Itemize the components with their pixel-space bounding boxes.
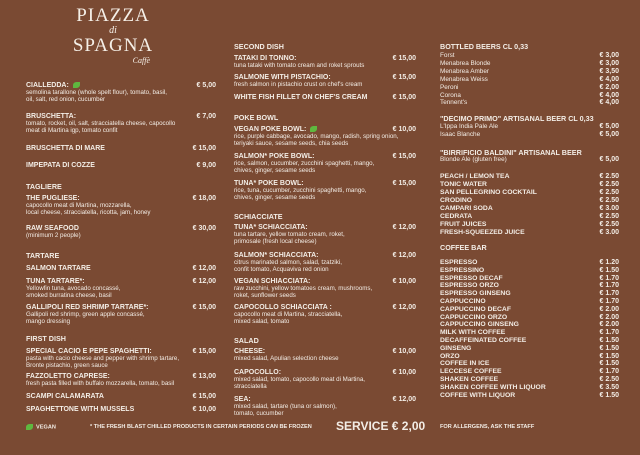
price-line [440,205,619,212]
price-line-price: € 2.50 [599,181,619,188]
price-line-name: MILK WITH COFFEE [440,329,506,337]
menu-item-name: CIALLEDDA: [26,82,216,89]
menu-item-description: chives, ginger, sesame seeds [234,167,316,174]
menu-item [234,369,416,390]
price-line [440,392,619,399]
section-title: "DECIMO PRIMO" ARTISANAL BEER CL 0,33 [440,114,594,123]
price-line [440,298,619,305]
menu-item [234,224,416,245]
logo-line-1: PIAZZA [76,5,150,26]
menu-item-price: € 12,00 [192,265,216,272]
price-line-price: € 2.50 [599,173,619,180]
price-line-price: € 1.50 [599,266,619,274]
menu-item [234,304,416,325]
menu-item-price: € 15,00 [192,348,216,355]
menu-item [234,396,416,417]
menu-item-name: CAPOCOLLO SCHIACCIATA : [234,304,332,311]
menu-item [234,153,416,174]
menu-item [26,225,216,239]
section-title: FIRST DISH [26,334,66,343]
menu-item [26,195,216,216]
section-title: SALAD [234,336,259,345]
menu-item-description: mixed salad, tomato [234,318,290,325]
price-line [440,197,619,204]
menu-item-price: € 12,00 [392,224,416,231]
price-line [440,314,619,321]
price-line-price: € 1.70 [599,298,619,305]
price-line [440,229,619,236]
price-line-price: € 1.50 [599,360,619,368]
menu-item-name: FAZZOLETTO CAPRESE: [26,373,110,380]
price-line-name: Menabrea Weiss [440,75,488,83]
price-line-price: € 1.50 [599,337,619,344]
menu-item-price: € 10,00 [192,406,216,413]
menu-item [26,265,216,272]
price-line-price: € 1.70 [599,329,619,337]
price-line-name: TONIC WATER [440,181,487,188]
menu-item-description: tuna tataki with tomato cream and roket sprouts [234,62,365,69]
menu-item-description: fresh salmon in pistachio crust on chef's cream [234,81,363,88]
price-line [440,123,619,130]
menu-item-price: € 9,00 [196,162,216,169]
menu-item-description: Gallipoli red shrimp, green apple concassé, [26,311,145,318]
menu-item-description: fresh pasta filled with buffalo mozzarella, tomato, basil [26,380,175,387]
menu-item-description: local cheese, stracciatella, ricotta, jam, honey [26,209,151,216]
price-line [440,329,619,336]
price-line-price: € 4,00 [599,75,619,83]
menu-item-description: teriyaki sauce, sesame seeds, chia seeds [234,140,349,147]
price-line-name: ORZO [440,352,460,360]
price-line-price: € 2.00 [599,313,619,321]
price-line [440,173,619,180]
price-line-name: ESPRESSO DECAF [440,274,503,282]
price-line-price: € 2.50 [599,189,619,196]
price-line [440,181,619,188]
price-line-price: € 2,00 [599,83,619,91]
footer-allergens: FOR ALLERGENS, ASK THE STAFF [440,424,535,430]
menu-item [234,278,416,299]
menu-item-name: RAW SEAFOOD [26,225,79,232]
menu-item [26,373,216,387]
menu-item [26,406,216,413]
price-line-name: ESPRESSO ORZO [440,282,499,290]
price-line [440,189,619,196]
price-line-name: Forst [440,52,455,59]
menu-item-name: THE PUGLIESE: [26,195,80,202]
price-line-name: PEACH / LEMON TEA [440,173,510,180]
price-line-name: Menabrea Blonde [440,59,491,67]
price-line-name: CEDRATA [440,213,473,220]
menu-item [234,94,416,101]
menu-item [26,278,216,299]
menu-item-price: € 12,00 [392,396,416,403]
price-line-name: L'Ippa India Pale Ale [440,123,499,130]
logo-line-2: di [109,25,117,36]
section-title: SECOND DISH [234,42,284,51]
price-line-name: COFFEE IN ICE [440,360,490,368]
menu-item-name: SALMON TARTARE [26,265,91,272]
price-line-name: SHAKEN COFFEE [440,376,499,383]
section-title: COFFEE BAR [440,243,487,252]
menu-item-name: SALMON* POKE BOWL: [234,153,315,160]
price-line [440,52,619,59]
menu-item-description: mixed salad, Apulian selection cheese [234,355,339,362]
price-line [440,213,619,220]
price-line-name: ESPRESSINO [440,266,485,274]
menu-item-name: IMPEPATA DI COZZE [26,162,95,169]
price-line-name: GINSENG [440,344,472,352]
price-line-price: € 1.70 [599,368,619,376]
price-line-name: FRUIT JUICES [440,221,487,228]
section-title: SCHIACCIATE [234,212,283,221]
price-line-name: FRESH-SQUEEZED JUICE [440,229,525,236]
menu-item-name: TUNA* POKE BOWL: [234,180,304,187]
price-line-name: ESPRESSO GINSENG [440,290,511,298]
menu-item-price: € 13,00 [192,373,216,380]
menu-item-description: roket, sunflower seeds [234,292,296,299]
price-line [440,84,619,91]
menu-item [26,145,216,152]
menu-item-name: SPAGHETTONE WITH MUSSELS [26,406,135,413]
menu-item-price: € 12,00 [392,304,416,311]
menu-item-description: smoked burratina cheese, basil [26,292,112,299]
price-line-name: Peroni [440,83,459,91]
menu-item-price: € 15,00 [392,55,416,62]
price-line-name: SHAKEN COFFEE WITH LIQUOR [440,383,546,391]
menu-item-name: CHEESE: [234,348,266,355]
menu-item-name: TUNA TARTARE*: [26,278,85,285]
price-line [440,345,619,352]
price-line [440,259,619,266]
price-line [440,306,619,313]
menu-item-description: capocollo meat di Martina, stracciatella, [234,311,343,318]
menu-item-description: tuna tartare, yellow tomato cream, roket, [234,231,345,238]
menu-item [234,74,416,88]
section-title: TAGLIERE [26,182,62,191]
logo-line-4: Caffè [132,56,150,65]
menu-item-description: capocollo meat di Martina, mozzarella, [26,202,132,209]
menu-item [234,55,416,69]
menu-item-price: € 15,00 [392,94,416,101]
menu-item-price: € 30,00 [192,225,216,232]
menu-item-name: SCAMPI CALAMARATA [26,393,104,400]
menu-item-description: stracciatella [234,383,267,390]
menu-item-description: primosale (fresh local cheese) [234,238,317,245]
price-line-price: € 1.70 [599,274,619,282]
menu-item-description: oil, salt, red onion, cucumber [26,96,106,103]
price-line [440,76,619,83]
price-line [440,60,619,67]
section-title: POKE BOWL [234,113,279,122]
menu-item-name: TATAKI DI TONNO: [234,55,297,62]
menu-item-description: meat di Martina igp, tomato confit [26,127,118,134]
menu-item-name: TUNA* SCHIACCIATA: [234,224,308,231]
menu-item-price: € 10,00 [392,348,416,355]
menu-item-description: semolina tarallone (whole spelt flour), tomato, basil, [26,89,168,96]
menu-item [234,126,416,147]
menu-item-name: GALLIPOLI RED SHRIMP TARTARE*: [26,304,149,311]
price-line [440,376,619,383]
menu-item-description: (minimum 2 people) [26,232,81,239]
logo [48,6,178,72]
menu-item-name: BRUSCHETTA DI MARE [26,145,105,152]
menu-item-description: tomato, cucumber [234,410,284,417]
menu-item-description: tomato, rocket, oil, salt, stracciatella cheese, capocollo [26,120,176,127]
price-line-price: € 4,00 [599,99,619,107]
price-line-name: CAPPUCCINO DECAF [440,305,511,313]
price-line-price: € 2.50 [599,213,619,220]
price-line-price: € 1.70 [599,290,619,298]
menu-item-name: VEGAN POKE BOWL: [234,126,416,133]
menu-item-price: € 15,00 [392,74,416,81]
price-line [440,384,619,391]
menu-item-price: € 5,00 [196,82,216,89]
price-line-price: € 3,50 [599,67,619,75]
menu-item-name: SPECIAL CACIO E PEPE SPAGHETTI: [26,348,152,355]
price-line [440,282,619,289]
menu-item-price: € 10,00 [392,278,416,285]
menu-item-description: citrus marinated salmon, salad, tzatziki, [234,259,342,266]
price-line [440,221,619,228]
price-line-price: € 1.20 [599,259,619,266]
price-line-price: € 5,00 [599,131,619,138]
menu-item-price: € 15,00 [192,145,216,152]
section-title: TARTARE [26,251,60,260]
price-line-name: Tennent's [440,99,468,107]
vegan-leaf-icon [26,424,33,430]
menu-item-description: pasta with cacio cheese and pepper with shrimp tartare, [26,355,180,362]
logo-line-3: SPAGNA [72,35,154,56]
price-line-price: € 3,00 [599,52,619,59]
menu-item-description: rice, tuna, cucumber, zucchini spaghetti, mango, [234,187,367,194]
menu-item-price: € 15,00 [392,153,416,160]
menu-item-price: € 10,00 [392,126,416,133]
price-line [440,337,619,344]
price-line-name: SAN PELLEGRINO COCKTAIL [440,189,537,196]
price-line-name: CAPPUCCINO ORZO [440,313,508,321]
menu-item-name: CAPOCOLLO: [234,369,282,376]
menu-item-name: SALMON* SCHIACCIATA: [234,252,319,259]
price-line [440,99,619,106]
menu-item-price: € 12,00 [192,278,216,285]
menu-item-price: € 12,00 [392,252,416,259]
menu-item [26,82,216,103]
price-line-name: Isaac Blanche [440,131,481,138]
price-line-price: € 2.50 [599,197,619,204]
menu-item-description: raw zucchini, yellow tomatoes cream, mushrooms, [234,285,373,292]
menu-item-description: rice, purple cabbage, avocado, mango, radish, spring onion, [234,133,399,140]
price-line-name: CRODINO [440,197,473,204]
vegan-leaf-icon [310,126,317,132]
price-line-price: € 2.00 [599,305,619,313]
vegan-leaf-icon [73,82,80,88]
price-line-name: LECCESE COFFEE [440,368,502,376]
price-line-price: € 2.00 [599,321,619,329]
menu-item-name: SALMONE WITH PISTACHIO: [234,74,331,81]
price-line-name: ESPRESSO [440,259,478,266]
price-line-price: € 1.70 [599,282,619,290]
footer-vegan [26,424,56,430]
menu-item-price: € 7,00 [196,113,216,120]
menu-item [234,180,416,201]
menu-item-name: WHITE FISH FILLET ON CHEF'S CREAM [234,94,368,101]
menu-item-description: mango dressing [26,318,71,325]
price-line-name: CAPPUCCINO GINSENG [440,321,519,329]
menu-item-description: mixed salad, tomato, capocollo meat di Martina, [234,376,366,383]
price-line-name: CAMPARI SODA [440,205,493,212]
menu-item [26,348,216,369]
menu-item-description: Yellowfin tuna, avocado concassé, [26,285,121,292]
menu-item-description: mixed salad, tartare (tuna or salmon), [234,403,337,410]
menu-item-price: € 15,00 [392,180,416,187]
menu-item-price: € 15,00 [192,304,216,311]
menu-item [234,348,416,362]
price-line-price: € 5,00 [599,123,619,130]
menu-item-name: BRUSCHETTA: [26,113,77,120]
price-line-price: € 5,00 [599,156,619,163]
price-line-price: € 4,00 [599,91,619,99]
price-line [440,68,619,75]
price-line [440,92,619,99]
price-line-name: DECAFFEINATED COFFEE [440,337,527,344]
price-line-price: € 1.50 [599,344,619,352]
menu-item-description: rice, salmon, cucumber, zucchini spaghetti, mango, [234,160,375,167]
price-line-price: € 3.50 [599,383,619,391]
price-line [440,275,619,282]
price-line-price: € 3,00 [599,59,619,67]
price-line-name: Menabrea Amber [440,67,490,75]
menu-item [234,252,416,273]
menu-item-price: € 10,00 [392,369,416,376]
menu-item-name: VEGAN SCHIACCIATA: [234,278,311,285]
menu-item [26,162,216,169]
price-line-price: € 3.00 [599,205,619,212]
price-line [440,368,619,375]
price-line-price: € 2.50 [599,221,619,228]
price-line [440,321,619,328]
section-title: "BIRRIFICIO BALDINI" ARTISANAL BEER [440,148,582,157]
price-line [440,131,619,138]
price-line-price: € 3.00 [599,229,619,236]
footer-note: * THE FRESH BLAST CHILLED PRODUCTS IN CERTAIN PERIODS CAN BE FROZEN [90,424,312,430]
price-line [440,360,619,367]
menu-item-name: SEA: [234,396,251,403]
menu-item-description: Bronte pistachio, green sauce [26,362,108,369]
price-line-price: € 2.50 [599,376,619,383]
footer-vegan-label: VEGAN [36,424,56,431]
menu-item-description: chives, ginger, sesame seeds [234,194,316,201]
price-line-name: Corona [440,91,461,99]
price-line [440,156,619,163]
menu-item [26,393,216,400]
menu-item-price: € 18,00 [192,195,216,202]
section-title: BOTTLED BEERS CL 0,33 [440,42,529,51]
price-line [440,267,619,274]
service-charge: SERVICE € 2,00 [336,419,426,433]
price-line-price: € 1.50 [599,391,619,399]
price-line [440,290,619,297]
price-line-name: CAPPUCCINO [440,298,486,305]
menu-item [26,113,216,134]
price-line-name: COFFEE WITH LIQUOR [440,391,516,399]
menu-item-description: confit tomato, Acquaviva red onion [234,266,329,273]
menu-item-price: € 15,00 [192,393,216,400]
price-line-price: € 1.50 [599,352,619,360]
price-line [440,353,619,360]
menu-item [26,304,216,325]
price-line-name: Blonde Ale (gluten free) [440,156,507,163]
